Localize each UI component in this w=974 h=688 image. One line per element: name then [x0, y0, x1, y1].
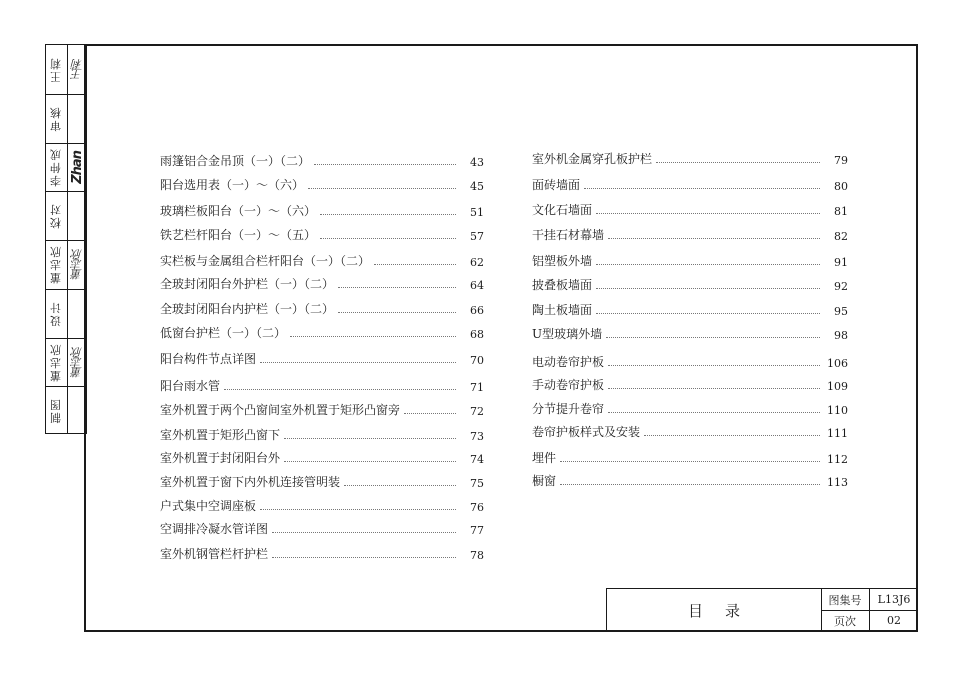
toc-entry-page: 106 — [827, 357, 848, 370]
toc-entry — [532, 194, 848, 218]
toc-entry-page: 98 — [834, 329, 848, 342]
toc-leader-dots — [308, 188, 456, 189]
toc-entry-page: 70 — [470, 354, 484, 367]
toc-leader-dots — [344, 485, 456, 486]
toc-entry-page: 80 — [834, 180, 848, 193]
panel-signature — [67, 191, 88, 240]
toc-entry — [160, 490, 484, 514]
toc-entry — [532, 346, 848, 370]
toc-entry-page: 110 — [827, 404, 848, 417]
panel-signature: Zhan — [70, 150, 85, 184]
toc-entry-title: 卷帘护板样式及安装 — [532, 425, 641, 439]
toc-leader-dots — [606, 337, 820, 338]
toc-leader-dots — [224, 389, 456, 390]
toc-entry-title: 阳台选用表（一）～（六） — [160, 178, 305, 192]
toc-entry — [532, 219, 848, 243]
panel-role-label: 董志欣 — [49, 244, 63, 284]
toc-leader-dots — [596, 213, 820, 214]
toc-entry-title: 陶土板墙面 — [532, 303, 593, 317]
page-label: 页次 — [834, 614, 856, 628]
toc-entry-title: 玻璃栏板阳台（一）～（六） — [160, 204, 317, 218]
toc-entry — [160, 195, 484, 219]
toc-leader-dots — [260, 362, 456, 363]
toc-entry-page: 113 — [827, 476, 848, 489]
toc-leader-dots — [320, 214, 456, 215]
toc-entry-title: 实栏板与金属组合栏杆阳台（一）（二） — [160, 254, 371, 268]
toc-entry — [160, 513, 484, 537]
toc-leader-dots — [584, 188, 820, 189]
toc-entry-page: 64 — [470, 279, 484, 292]
panel-signature — [67, 386, 88, 435]
toc-entry-title: 铁艺栏杆阳台（一）～（五） — [160, 228, 317, 242]
toc-leader-dots — [608, 412, 820, 413]
toc-entry-title: 阳台构件节点详图 — [160, 352, 257, 366]
panel-signature: 董志欣 — [70, 346, 84, 377]
toc-entry — [160, 219, 484, 243]
toc-entry-title: 披叠板墙面 — [532, 278, 593, 292]
atlas-number-value: L13J6 — [877, 593, 911, 606]
toc-leader-dots — [644, 435, 820, 436]
toc-entry-page: 79 — [834, 154, 848, 167]
toc-entry — [160, 538, 484, 562]
toc-entry-title: 全玻封闭阳台内护栏（一）（二） — [160, 302, 335, 316]
toc-entry-page: 43 — [470, 156, 484, 169]
toc-entry — [160, 394, 484, 418]
toc-entry-page: 72 — [470, 405, 484, 418]
toc-entry — [160, 317, 484, 341]
toc-entry-title: 空调排冷凝水管详图 — [160, 522, 269, 536]
toc-entry-title: 电动卷帘护板 — [532, 355, 605, 369]
toc-entry-title: 干挂石材幕墙 — [532, 228, 605, 242]
title-block — [606, 588, 918, 632]
panel-signature — [67, 94, 88, 143]
toc-entry — [160, 268, 484, 292]
toc-entry — [532, 416, 848, 440]
toc-entry-title: 橱窗 — [532, 474, 557, 488]
page-value: 02 — [887, 614, 901, 627]
toc-entry — [532, 294, 848, 318]
toc-entry-page: 62 — [470, 256, 484, 269]
panel-role-label: 制图 — [49, 397, 63, 424]
toc-entry-page: 91 — [834, 256, 848, 269]
toc-entry-page: 92 — [834, 280, 848, 293]
panel-role-label: 王莉 — [49, 56, 63, 83]
toc-entry-page: 112 — [827, 453, 848, 466]
toc-entry-title: 低窗台护栏（一）（二） — [160, 326, 287, 340]
toc-leader-dots — [284, 438, 456, 439]
toc-leader-dots — [338, 312, 456, 313]
toc-entry-page: 75 — [470, 477, 484, 490]
toc-leader-dots — [608, 238, 820, 239]
toc-entry — [532, 169, 848, 193]
toc-entry-title: 室外机置于窗下内外机连接管明装 — [160, 475, 341, 489]
toc-entry-title: 室外机金属穿孔板护栏 — [532, 152, 653, 166]
toc-leader-dots — [596, 264, 820, 265]
toc-entry-page: 74 — [470, 453, 484, 466]
panel-role-label: 设计 — [49, 300, 63, 327]
toc-entry-page: 111 — [827, 427, 848, 440]
toc-leader-dots — [596, 288, 820, 289]
toc-leader-dots — [272, 557, 456, 558]
toc-entry — [532, 442, 848, 466]
toc-leader-dots — [338, 287, 456, 288]
toc-leader-dots — [374, 264, 456, 265]
toc-entry — [160, 370, 484, 394]
toc-leader-dots — [272, 532, 456, 533]
toc-entry — [532, 318, 848, 342]
toc-leader-dots — [596, 313, 820, 314]
toc-entry-page: 77 — [470, 524, 484, 537]
toc-entry-page: 51 — [470, 206, 484, 219]
panel-signature: 董志欣 — [70, 249, 84, 280]
toc-entry-title: 面砖墙面 — [532, 178, 581, 192]
toc-leader-dots — [260, 509, 456, 510]
toc-leader-dots — [320, 238, 456, 239]
toc-entry — [532, 143, 848, 167]
toc-entry-page: 109 — [827, 380, 848, 393]
toc-entry-title: 雨篷铝合金吊顶（一）（二） — [160, 154, 311, 168]
toc-entry-page: 73 — [470, 430, 484, 443]
panel-role-label: 校对 — [49, 202, 63, 229]
toc-entry-title: 户式集中空调座板 — [160, 499, 257, 513]
title-block-title: 目录 — [687, 601, 762, 620]
toc-entry — [532, 245, 848, 269]
toc-leader-dots — [560, 484, 820, 485]
toc-leader-dots — [314, 164, 456, 165]
atlas-number-label: 图集号 — [828, 593, 862, 607]
toc-entry-title: 文化石墙面 — [532, 203, 593, 217]
toc-entry-page: 82 — [834, 230, 848, 243]
toc-entry — [532, 269, 848, 293]
toc-entry-page: 66 — [470, 304, 484, 317]
toc-entry — [160, 169, 484, 193]
panel-role-label: 李仲成 — [49, 147, 63, 187]
toc-entry — [160, 245, 484, 269]
toc-entry-page: 57 — [470, 230, 484, 243]
toc-leader-dots — [284, 461, 456, 462]
toc-entry-page: 71 — [470, 381, 484, 394]
toc-entry-title: 室外机置于两个凸窗间室外机置于矩形凸窗旁 — [160, 403, 401, 417]
toc-entry-title: 室外机置于封闭阳台外 — [160, 451, 281, 465]
toc-entry — [160, 145, 484, 169]
toc-entry-page: 78 — [470, 549, 484, 562]
toc-entry-page: 81 — [834, 205, 848, 218]
toc-entry — [160, 293, 484, 317]
toc-leader-dots — [404, 413, 456, 414]
toc-entry — [532, 369, 848, 393]
signature-panel — [45, 44, 87, 434]
toc-entry-title: 阳台雨水管 — [160, 379, 221, 393]
panel-role-label: 审核 — [49, 105, 63, 132]
panel-signature: 王莉 — [70, 59, 84, 80]
toc-leader-dots — [608, 365, 820, 366]
toc-leader-dots — [608, 388, 820, 389]
toc-entry — [160, 343, 484, 367]
toc-entry — [532, 393, 848, 417]
toc-leader-dots — [560, 461, 820, 462]
panel-signature — [67, 289, 88, 338]
toc-entry-title: U型玻璃外墙 — [532, 327, 603, 341]
toc-entry-page: 45 — [470, 180, 484, 193]
toc-entry-page: 68 — [470, 328, 484, 341]
toc-entry — [532, 465, 848, 489]
toc-entry-title: 全玻封闭阳台外护栏（一）（二） — [160, 277, 335, 291]
toc-entry-title: 分节提升卷帘 — [532, 402, 605, 416]
toc-entry — [160, 466, 484, 490]
toc-entry-title: 室外机置于矩形凸窗下 — [160, 428, 281, 442]
toc-leader-dots — [290, 336, 456, 337]
toc-leader-dots — [656, 162, 820, 163]
toc-entry — [160, 442, 484, 466]
toc-entry-page: 76 — [470, 501, 484, 514]
panel-role-label: 董志欣 — [49, 342, 63, 382]
toc-entry-title: 室外机钢管栏杆护栏 — [160, 547, 269, 561]
toc-entry-title: 铝塑板外墙 — [532, 254, 593, 268]
toc-entry-title: 埋件 — [532, 451, 557, 465]
toc-entry — [160, 419, 484, 443]
toc-entry-title: 手动卷帘护板 — [532, 378, 605, 392]
toc-entry-page: 95 — [834, 305, 848, 318]
